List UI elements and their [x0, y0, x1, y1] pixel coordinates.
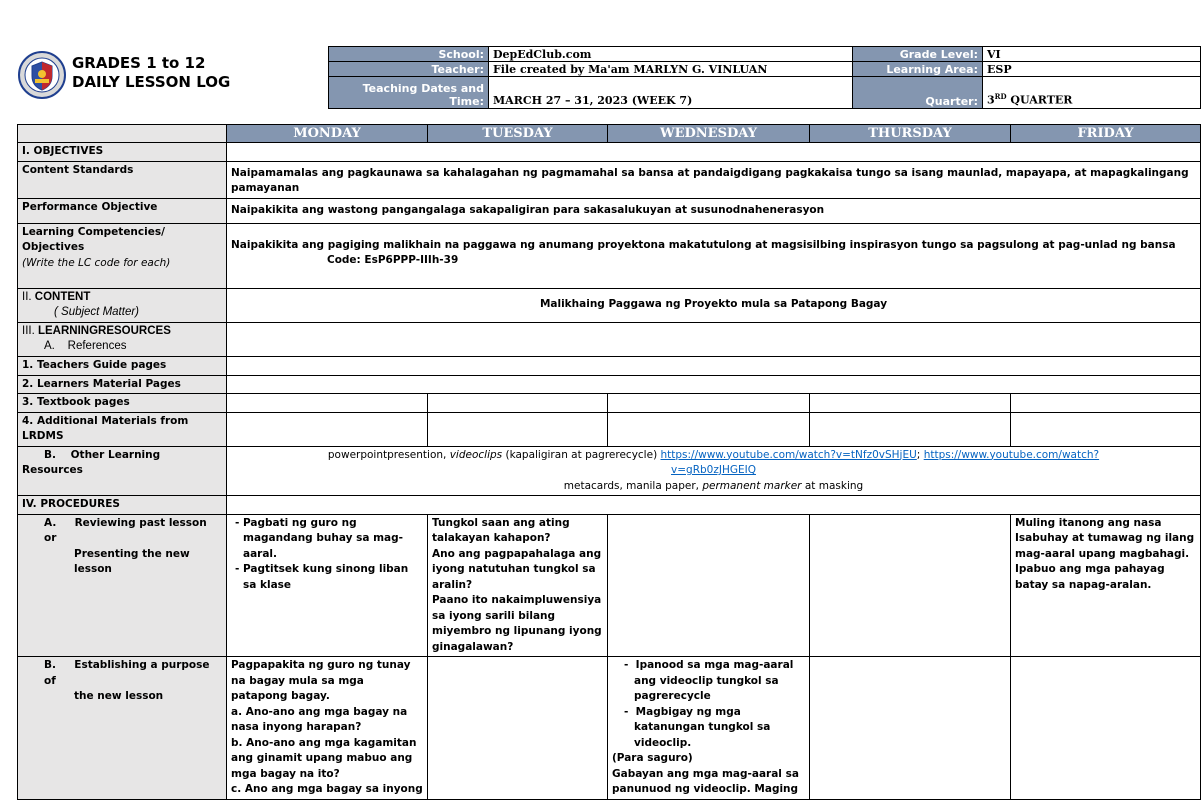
teaching-dates-label-line1: Teaching Dates and: [362, 82, 484, 95]
procedure-a-tuesday: Tungkol saan ang ating talakayan kahapon? Ano ang pagpapahalaga ang iyong natutuhan tungkol sa aralin? Paano ito nakaimpluwensiya sa iyong sarili bilang miyembro ng lipunang iyong ginagalawan?: [428, 514, 608, 657]
procedure-b-thursday: [810, 657, 1011, 800]
learners-material-value: [227, 375, 1201, 394]
procedure-a-monday: [227, 514, 428, 657]
competencies-label: Learning Competencies/ Objectives: [22, 225, 165, 253]
procedure-b-wednesday-item-text: Ipanood sa mga mag-aaral ang videoclip tungkol sa pagrerecycle: [634, 659, 794, 702]
resources-heading-prefix: III.: [22, 324, 38, 337]
procedure-b-friday: [1011, 657, 1201, 800]
learning-area-label: Learning Area:: [853, 62, 983, 77]
grade-level-label: Grade Level:: [853, 47, 983, 62]
procedure-b-wednesday: [608, 657, 810, 800]
procedure-b-wednesday-rest: (Para saguro) Gabayan ang mga mag-aaral sa panunuod ng videoclip. Maging: [612, 752, 799, 795]
references-line: [22, 339, 222, 355]
teacher-label: Teacher:: [329, 62, 489, 77]
doc-title-line1: GRADES 1 to 12: [72, 54, 206, 72]
competencies-cell: [227, 223, 1201, 288]
textbook-monday: [227, 394, 428, 413]
procedure-a-wednesday: [608, 514, 810, 657]
content-standards-label: Content Standards: [18, 161, 227, 198]
day-thursday: THURSDAY: [810, 125, 1011, 143]
other-resources-line3-c: at masking: [801, 479, 864, 492]
teachers-guide-value: [227, 356, 1201, 375]
corner-cell: [18, 125, 227, 143]
textbook-pages-label: 3. Textbook pages: [18, 394, 227, 413]
references-letter: A.: [44, 340, 55, 352]
content-value: Malikhaing Paggawa ng Proyekto mula sa Patapong Bagay: [227, 288, 1201, 322]
procedure-b-wednesday-item: - Ipanood sa mga mag-aaral ang videoclip tungkol sa pagrerecycle: [624, 659, 794, 702]
header-info-table: [328, 46, 1201, 109]
content-heading-prefix: II.: [22, 290, 35, 303]
resources-blank: [227, 322, 1201, 356]
procedure-a-label-cell: [18, 514, 227, 657]
school-label: School:: [329, 47, 489, 62]
procedure-a-line1: [22, 516, 222, 547]
additional-tuesday: [428, 412, 608, 446]
content-heading-cell: [18, 288, 227, 322]
procedure-b-label-1: Establishing a purpose of: [44, 659, 210, 687]
day-friday: FRIDAY: [1011, 125, 1201, 143]
additional-friday: [1011, 412, 1201, 446]
textbook-thursday: [810, 394, 1011, 413]
procedure-a-monday-item: - Pagtitsek kung sinong liban sa klase: [235, 563, 409, 591]
lc-code-value: EsP6PPP-IIIh-39: [364, 254, 459, 266]
other-resources-value: [227, 446, 1201, 496]
competencies-value: Naipakikita ang pagiging malikhain na paggawa ng anumang proyektona makatutulong at magsisilbing inspirasyon tungo sa pagsulong at pag-unlad ng bansa: [231, 238, 1176, 251]
quarter-word: QUARTER: [1006, 94, 1073, 107]
teaching-dates-label-line2: Time:: [449, 95, 484, 108]
lesson-log-table: [17, 124, 1201, 800]
competencies-note: (Write the LC code for each): [22, 256, 171, 269]
day-monday: MONDAY: [227, 125, 428, 143]
learning-area-value: ESP: [983, 62, 1201, 77]
procedure-a-monday-item: - Pagbati ng guro ng magandang buhay sa mag-aaral.: [235, 516, 403, 560]
teacher-value: File created by Ma'am MARLYN G. VINLUAN: [489, 62, 853, 77]
competencies-label-cell: [18, 223, 227, 288]
textbook-tuesday: [428, 394, 608, 413]
procedure-b-letter: B.: [44, 659, 56, 671]
textbook-wednesday: [608, 394, 810, 413]
teachers-guide-label: 1. Teachers Guide pages: [18, 356, 227, 375]
lc-code-label: Code:: [327, 254, 361, 266]
quarter-number: 3: [987, 94, 995, 107]
other-resources-line2: [231, 463, 1196, 479]
additional-thursday: [810, 412, 1011, 446]
procedure-b-wednesday-item: - Magbigay ng mga katanungan tungkol sa videoclip.: [624, 705, 771, 749]
additional-materials-label: 4. Additional Materials from LRDMS: [18, 412, 227, 446]
procedure-b-label-cell: [18, 657, 227, 800]
additional-monday: [227, 412, 428, 446]
lc-code-line: [231, 253, 1196, 269]
grade-level-value: VI: [983, 47, 1201, 62]
youtube-link-1[interactable]: https://www.youtube.com/watch?v=tNfz0vSHjEU: [660, 448, 917, 461]
resources-heading: LEARNINGRESOURCES: [37, 324, 171, 337]
quarter-label: Quarter:: [853, 77, 983, 109]
quarter-value: [983, 77, 1201, 109]
performance-objective-value: Naipakikita ang wastong pangangalaga sakapaligiran para sakasalukuyan at susunodnahenerasyon: [227, 198, 1201, 223]
doc-title-line2: DAILY LESSON LOG: [72, 73, 231, 91]
procedure-a-friday: Muling itanong ang nasa Isabuhay at tumawag ng ilang mag-aaral upang magbahagi. Ipabuo ang mga pahayag batay sa napag-aralan.: [1011, 514, 1201, 657]
procedure-b-wednesday-item-text: Magbigay ng mga katanungan tungkol sa videoclip.: [634, 705, 771, 749]
procedure-a-label-1: Reviewing past lesson or: [44, 516, 207, 544]
additional-wednesday: [608, 412, 810, 446]
procedure-a-thursday: [810, 514, 1011, 657]
procedure-b-label-2: the new lesson: [74, 690, 164, 702]
link-separator: ;: [916, 448, 924, 461]
other-resources-letter: B.: [44, 448, 56, 461]
procedure-b-monday: Pagpapakita ng guro ng tunay na bagay mula sa mga patapong bagay. a. Ano-ano ang mga bagay na nasa inyong harapan? b. Ano-ano ang mga kagamitan ang ginamit upang mabuo ang mga bagay na ito? c. Ano ang mga bagay sa inyong: [227, 657, 428, 800]
teaching-dates-value: MARCH 27 – 31, 2023 (WEEK 7): [489, 77, 853, 109]
other-resources-text-a: powerpointpresention,: [327, 448, 450, 461]
content-subheading: ( Subject Matter): [54, 306, 139, 318]
day-wednesday: WEDNESDAY: [608, 125, 810, 143]
other-resources-text-c: (kapaligiran at pagrerecycle): [502, 448, 661, 461]
procedure-b-tuesday: [428, 657, 608, 800]
procedure-b-line1: [22, 658, 222, 689]
other-resources-line3-a: metacards, manila paper,: [563, 479, 703, 492]
resources-heading-cell: [18, 322, 227, 356]
other-resources-line1: [231, 448, 1196, 464]
objectives-blank: [227, 143, 1201, 162]
day-tuesday: TUESDAY: [428, 125, 608, 143]
procedure-a-letter: A.: [44, 516, 57, 529]
performance-objective-label: Performance Objective: [18, 198, 227, 223]
procedures-heading: IV. PROCEDURES: [18, 496, 227, 515]
other-resources-text-b: videoclips: [449, 448, 503, 461]
learners-material-label: 2. Learners Material Pages: [18, 375, 227, 394]
youtube-link-2-part-b[interactable]: v=gRb0zJHGEIQ: [671, 464, 756, 476]
references-label: References: [67, 340, 127, 352]
procedure-a-label-2: Presenting the new lesson: [74, 547, 190, 575]
youtube-link-2-part-a[interactable]: https://www.youtube.com/watch?: [923, 448, 1100, 461]
content-heading: CONTENT: [34, 290, 91, 303]
other-resources-line3: [231, 479, 1196, 495]
content-standards-value: Naipamamalas ang pagkaunawa sa kahalagahan ng pagmamahal sa bansa at pandaigdigang pagkakaisa tungo sa isang maunlad, mapayapa, at mapagkalingang pamayanan: [227, 161, 1201, 198]
objectives-heading: I. OBJECTIVES: [18, 143, 227, 162]
quarter-suffix: RD: [994, 92, 1007, 102]
other-resources-label: Other Learning Resources: [22, 448, 161, 476]
procedures-blank: [227, 496, 1201, 515]
school-value: DepEdClub.com: [489, 47, 853, 62]
other-resources-label-cell: [18, 446, 227, 496]
other-resources-line3-b: permanent marker: [702, 479, 802, 492]
textbook-friday: [1011, 394, 1201, 413]
deped-seal-logo: [18, 46, 66, 104]
teaching-dates-label: [329, 77, 489, 109]
